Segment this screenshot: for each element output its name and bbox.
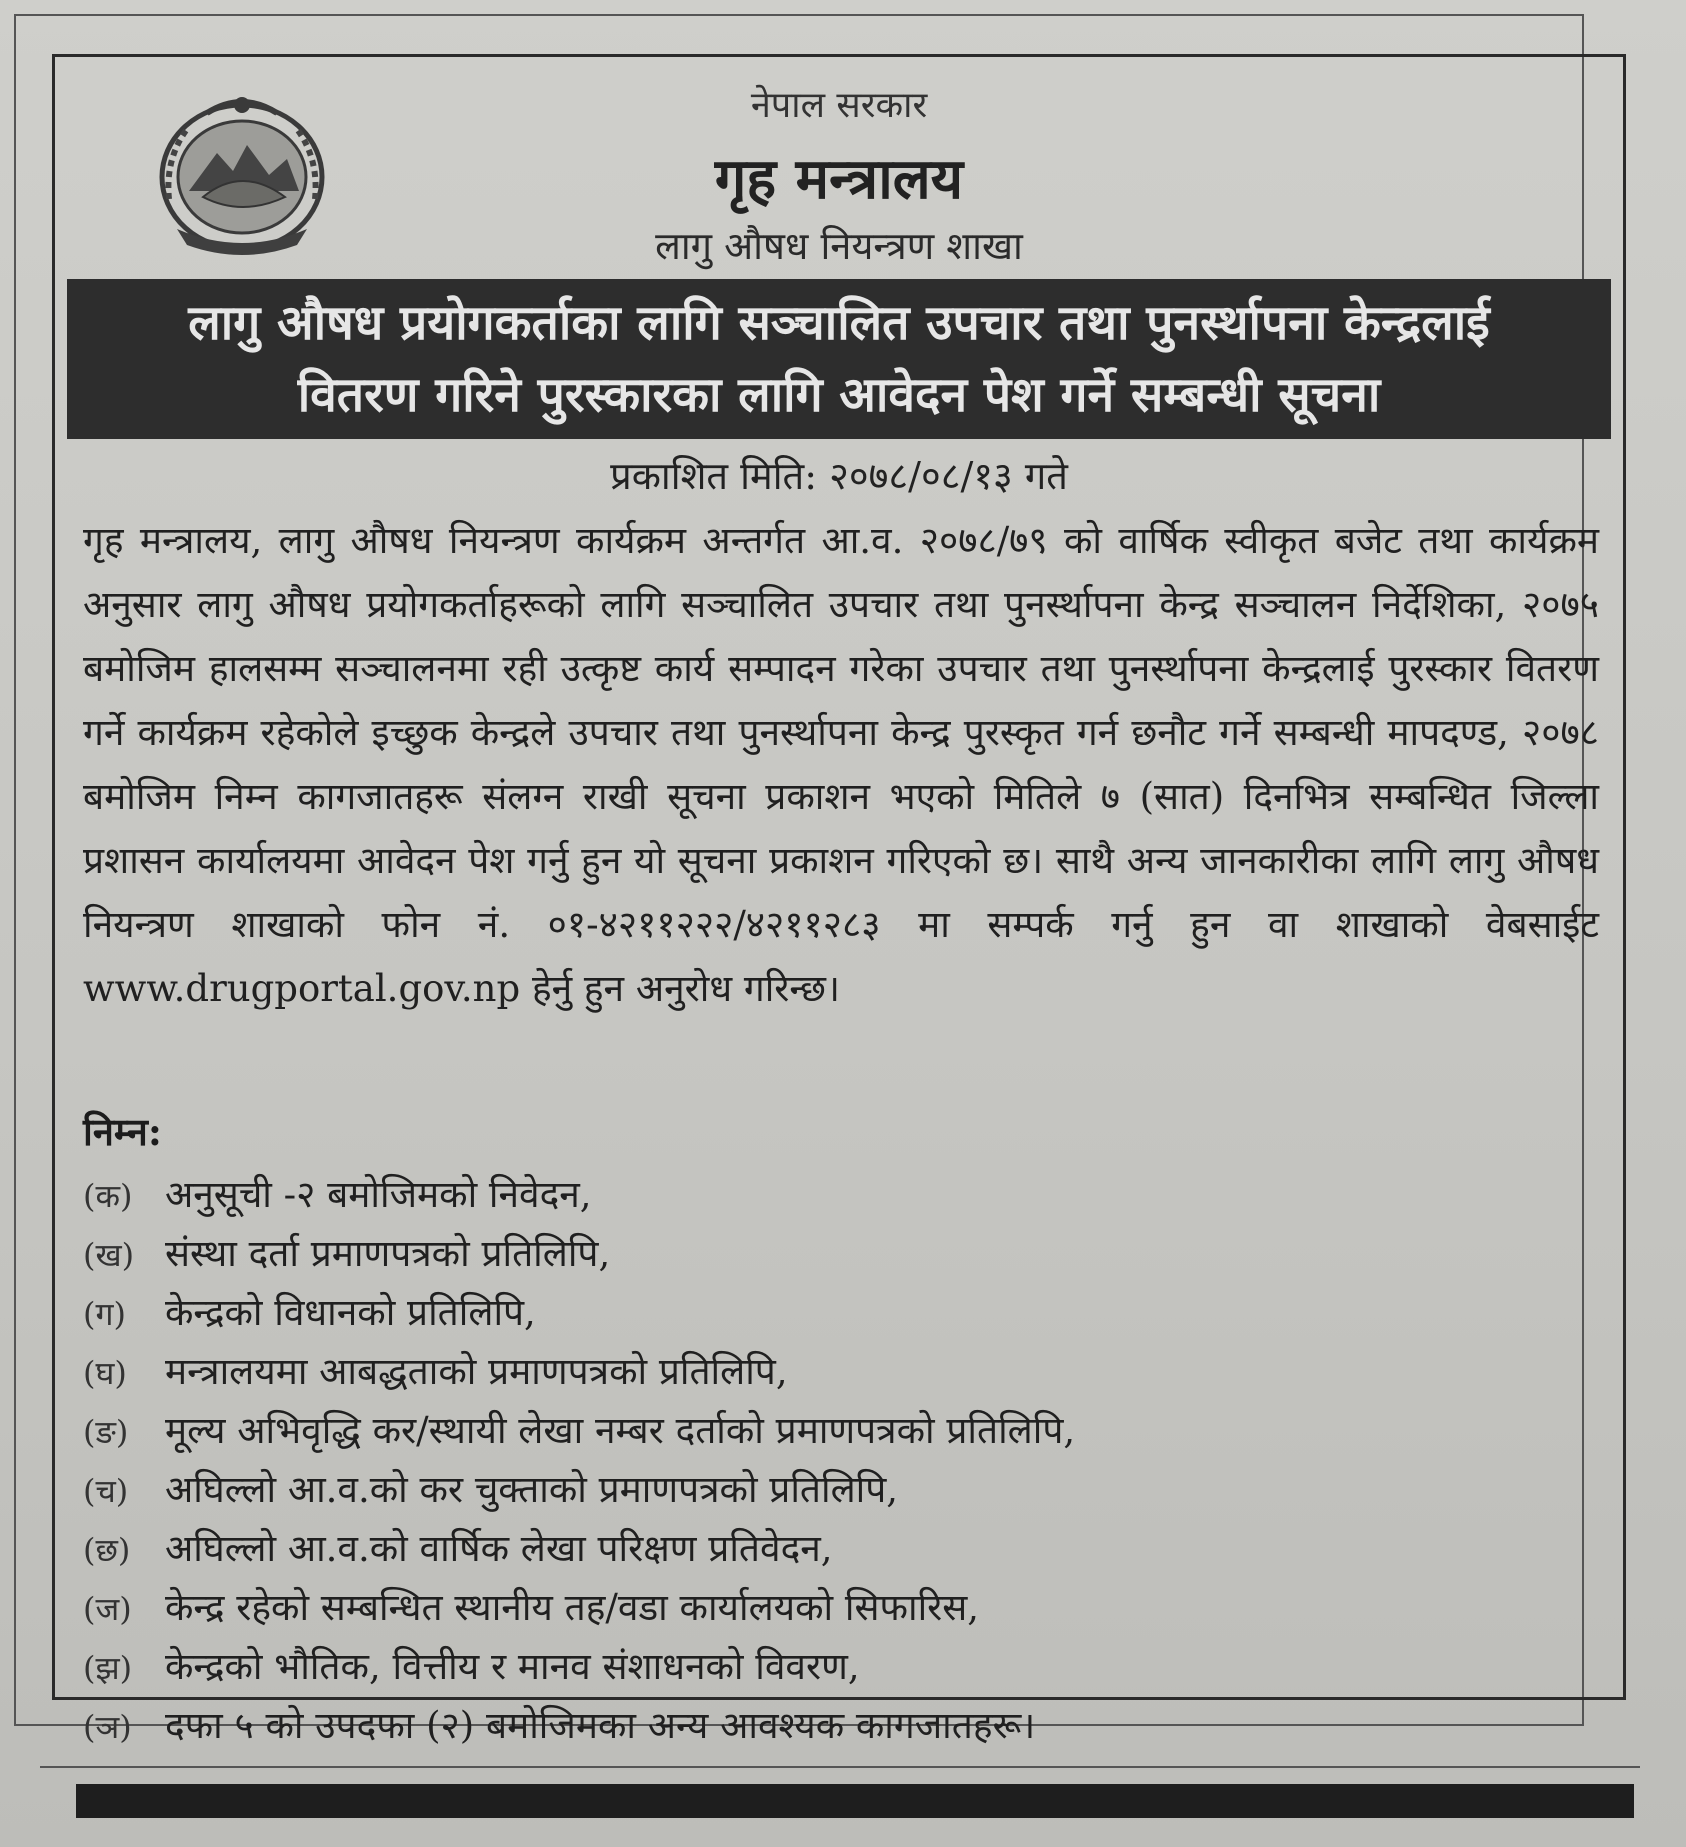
- government-notice: [52, 54, 1626, 1747]
- ministry-name: गृह मन्त्रालय: [714, 146, 964, 212]
- list-item-text: केन्द्रको विधानको प्रतिलिपि,: [165, 1291, 536, 1334]
- notice-title-line-2: वितरण गरिने पुरस्कारका लागि आवेदन पेश गर्ने सम्बन्धी सूचना: [297, 367, 1381, 423]
- list-item-text: मूल्य अभिवृद्धि कर/स्थायी लेखा नम्बर दर्ताको प्रमाणपत्रको प्रतिलिपि,: [165, 1409, 1076, 1452]
- footer-divider: [40, 1766, 1640, 1768]
- list-item-text: संस्था दर्ता प्रमाणपत्रको प्रतिलिपि,: [165, 1232, 611, 1275]
- list-item-marker: (छ): [83, 1531, 131, 1569]
- list-item-marker: (ज): [83, 1590, 132, 1628]
- list-item-marker: (ख): [83, 1236, 135, 1274]
- list-item-marker: (झ): [83, 1649, 133, 1687]
- list-item-marker: (ग): [83, 1295, 126, 1333]
- branch-name: लागु औषध नियन्त्रण शाखा: [655, 224, 1023, 268]
- list-item-marker: (क): [83, 1177, 133, 1215]
- document-list-item: [83, 1578, 1599, 1637]
- document-list-item: [83, 1283, 1599, 1342]
- list-item-text: दफा ५ को उपदफा (२) बमोजिमका अन्य आवश्यक कागजातहरू।: [165, 1704, 1036, 1747]
- notice-body: गृह मन्त्रालय, लागु औषध नियन्त्रण कार्यक्रम अन्तर्गत आ.व. २०७८/७९ को वार्षिक स्वीकृत बजेट तथा कार्यक्रम अनुसार लागु औषध प्रयोगकर्ताहरूको लागि सञ्चालित उपचार तथा पुनर्स्थापना केन्द्र सञ्चालन निर्देशिका, २०७५ बमोजिम हालसम्म सञ्चालनमा रही उत्कृष्ट कार्य सम्पादन गरेका उपचार तथा पुनर्स्थापना केन्द्रलाई पुरस्कार वितरण गर्ने कार्यक्रम रहेकोले इच्छुक केन्द्रले उपचार तथा पुनर्स्थापना केन्द्र पुरस्कृत गर्न छनौट गर्ने सम्बन्धी मापदण्ड, २०७८ बमोजिम निम्न कागजातहरू संलग्न राखी सूचना प्रकाशन भएको मितिले ७ (सात) दिनभित्र सम्बन्धित जिल्ला प्रशासन कार्यालयमा आवेदन पेश गर्नु हुन यो सूचना प्रकाशन गरिएको छ। साथै अन्य जानकारीका लागि लागु औषध नियन्त्रण शाखाको फोन नं. ०१-४२११२२२/४२११२८३ मा सम्पर्क गर्नु हुन वा शाखाको वेबसाईट www.drugportal.gov.np हेर्नु हुन अनुरोध गरिन्छ।: [83, 519, 1599, 1010]
- document-list-item: [83, 1401, 1599, 1460]
- document-list-item: [83, 1342, 1599, 1401]
- list-item-text: अघिल्लो आ.व.को कर चुक्ताको प्रमाणपत्रको प्रतिलिपि,: [165, 1468, 899, 1511]
- list-item-text: केन्द्र रहेको सम्बन्धित स्थानीय तह/वडा कार्यालयको सिफारिस,: [165, 1586, 980, 1629]
- list-item-text: अघिल्लो आ.व.को वार्षिक लेखा परिक्षण प्रतिवेदन,: [165, 1527, 833, 1570]
- list-item-marker: (ञ): [83, 1708, 132, 1746]
- document-list-item: [83, 1460, 1599, 1519]
- publication-date: प्रकाशित मिति: २०७८/०८/१३ गते: [610, 454, 1068, 498]
- government-name: नेपाल सरकार: [750, 85, 928, 126]
- document-list-item: [83, 1519, 1599, 1578]
- list-item-marker: (च): [83, 1472, 129, 1510]
- footer-bar: [76, 1784, 1634, 1818]
- required-documents-list: [83, 1165, 1599, 1755]
- document-list-item: [83, 1637, 1599, 1696]
- document-list-item: [83, 1224, 1599, 1283]
- document-list-item: [83, 1696, 1599, 1755]
- list-item-marker: (ङ): [83, 1413, 129, 1451]
- documents-heading: निम्न:: [83, 1109, 162, 1154]
- list-item-text: मन्त्रालयमा आबद्धताको प्रमाणपत्रको प्रतिलिपि,: [165, 1350, 788, 1393]
- list-item-marker: (घ): [83, 1354, 127, 1392]
- notice-title-line-1: लागु औषध प्रयोगकर्ताका लागि सञ्चालित उपचार तथा पुनर्स्थापना केन्द्रलाई: [188, 295, 1490, 351]
- list-item-text: केन्द्रको भौतिक, वित्तीय र मानव संशाधनको विवरण,: [165, 1645, 860, 1688]
- notice-title-band: [67, 279, 1611, 439]
- document-list-item: [83, 1165, 1599, 1224]
- list-item-text: अनुसूची -२ बमोजिमको निवेदन,: [165, 1173, 592, 1216]
